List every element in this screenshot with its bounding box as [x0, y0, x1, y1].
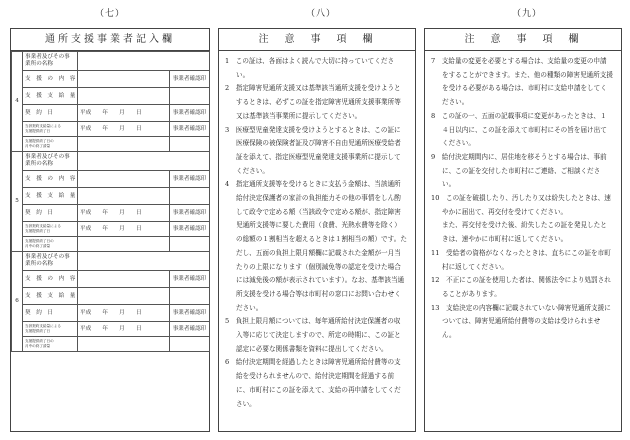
field-value [78, 171, 170, 188]
field-value: 平成 年 月 日 [78, 322, 170, 337]
note-item: 11 受給者の資格がなくなったときは、直ちにこの証を市町村に返してください。 [431, 248, 611, 271]
seal-cell [170, 337, 210, 352]
seal-cell: 事業者確認印 [170, 271, 210, 288]
field-value [78, 188, 170, 205]
field-value [78, 152, 210, 171]
field-label-line: 月中の終了済量 [25, 344, 51, 348]
group-number: 6 [12, 252, 23, 352]
field-value [78, 271, 170, 288]
seal-cell: 事業者確認印 [170, 71, 210, 88]
field-value: 平成 年 月 日 [78, 122, 170, 137]
note-item: 12 不正にこの証を使用した者は、関係法令により処罰されることがあります。 [431, 276, 611, 298]
field-label-line: 事業者及びその事業所の名称 [25, 254, 70, 267]
note-item: 8 この証の一、五面の記載事項に変更があったときは、１４日以内に、この証を添えて市町村にその旨を届け出てください。 [431, 111, 607, 148]
field-label-line: 事業者及びその事業所の名称 [25, 54, 70, 67]
field-label-line: 支 援 支 給 量 [25, 92, 76, 99]
note-item: 13 支給決定の内容欄に記載されていない障害児通所支援については、障害児通所給付費等の支給は受けられません。 [431, 303, 611, 340]
provider-entry-panel [10, 28, 210, 432]
seal-cell: 事業者確認印 [170, 105, 210, 122]
group-number: 4 [12, 52, 23, 152]
table-row [12, 252, 210, 271]
field-label [23, 105, 78, 122]
field-label-line: 支援提供終了日 [25, 129, 51, 133]
notes-panel-middle [218, 28, 416, 432]
field-label-line: 支 援 支 給 量 [25, 192, 76, 199]
seal-cell: 事業者確認印 [170, 122, 210, 137]
note-item: 9 給付決定期間内に、居住地を移そうとする場合は、事前に、この証を交付した市町村にご連絡、ご相談ください。 [431, 152, 607, 189]
provider-entry-title: 通所支援事業者記入欄 [11, 29, 209, 51]
field-label-line: 月中の終了済量 [25, 144, 51, 148]
field-value [78, 252, 210, 271]
field-label-line: 支 援 支 給 量 [25, 292, 76, 299]
field-label [23, 171, 78, 188]
field-label [23, 52, 78, 71]
page-number-9: （九） [512, 9, 543, 19]
table-row [12, 271, 210, 288]
field-label [23, 88, 78, 105]
field-value [78, 137, 170, 152]
notes-title-right: 注 意 事 項 欄 [425, 29, 621, 51]
field-label-line: 当該契約支給量による [25, 124, 61, 128]
field-label [23, 271, 78, 288]
table-row [12, 322, 210, 337]
table-row [12, 52, 210, 71]
table-row [12, 222, 210, 237]
field-label-line: 支 援 の 内 容 [25, 175, 76, 182]
field-label [23, 252, 78, 271]
field-value [78, 52, 210, 71]
table-row [12, 188, 210, 205]
note-item: 10 この証を破損したり、汚したり又は紛失したときは、速やかに届出て、再交付を受けてください。 [431, 194, 611, 216]
table-row [12, 88, 210, 105]
seal-cell: 事業者確認印 [170, 305, 210, 322]
field-label-line: 事業者及びその事業所の名称 [25, 154, 70, 167]
field-label-line: 当該契約支給量による [25, 324, 61, 328]
table-row [12, 305, 210, 322]
field-label-line: 支援提供終了日の [25, 239, 54, 243]
field-label [23, 222, 78, 237]
group-number: 5 [12, 152, 23, 252]
note-item: 1 この証は、各面はよく読んで大切に持っていてください。 [225, 57, 395, 79]
seal-cell: 事業者確認印 [170, 222, 210, 237]
seal-cell: 事業者確認印 [170, 322, 210, 337]
field-label [23, 237, 78, 252]
field-label-line: 契 約 日 [25, 109, 53, 116]
field-label-line: 月中の終了済量 [25, 244, 51, 248]
table-row [12, 205, 210, 222]
seal-cell [170, 88, 210, 105]
field-value [78, 88, 170, 105]
field-label [23, 137, 78, 152]
table-row [12, 152, 210, 171]
note-item: 4 指定通所支援等を受けるときに支払う金額は、当該通所給付決定保護者の家計の負担能力その他の事情をしん酌して政令で定める額（当該政令で定める額が、指定障害児通所支援等に要した費用（食費、光熱水費等を除く）の総額の１割相当を超えるときは１割相当の額）です。ただし、五面の負担上限月額欄に記載された金額が一月当たりの上限になります（個別減免等の認定を受けた場合には減免後の額が表示されています）。なお、基準該当通所支援を受ける場合等は市町村の窓口にお問い合わせください。 [225, 180, 407, 312]
page-number-8: （八） [306, 9, 337, 19]
table-row [12, 171, 210, 188]
field-label-line: 支援提供終了日 [25, 229, 51, 233]
note-item: また、再交付を受けた後、紛失したこの証を発見したときは、速やかに市町村に返してください。 [442, 221, 607, 244]
field-value [78, 288, 170, 305]
seal-cell [170, 137, 210, 152]
field-label-line: 当該契約支給量による [25, 224, 61, 228]
field-label [23, 305, 78, 322]
field-value: 平成 年 月 日 [78, 105, 170, 122]
notes-panel-right [424, 28, 622, 432]
field-value: 平成 年 月 日 [78, 222, 170, 237]
table-row [12, 288, 210, 305]
page-number-7: （七） [95, 9, 126, 19]
field-value [78, 71, 170, 88]
note-item: 7 支給量の変更を必要とする場合は、支給量の変更の申請をすることができます。また、他の種類の障害児通所支援を受ける必要がある場合は、市町村に支給申請をしてください。 [431, 57, 613, 107]
table-row [12, 122, 210, 137]
field-label-line: 支 援 の 内 容 [25, 275, 76, 282]
field-label-line: 支援提供終了日の [25, 339, 54, 343]
field-label-line: 契 約 日 [25, 309, 53, 316]
note-item: 3 医療型児童発達支援を受けようとするときは、この証に医療保険の被保険者証及び障害不自由児通所医療受給者証を添えて、指定医療型児童発達支援事業所に提示してください。 [225, 125, 401, 175]
seal-cell: 事業者確認印 [170, 205, 210, 222]
provider-entry-table [11, 51, 210, 352]
table-row [12, 137, 210, 152]
note-item: 6 給付決定期間を経過したときは障害児通所給付費等の支給を受けられませんので、給付決定期間を経過する前に、市町村にこの証を添えて、支給の再申請をしてください。 [225, 358, 401, 408]
field-label [23, 337, 78, 352]
seal-cell [170, 237, 210, 252]
field-label [23, 71, 78, 88]
table-row [12, 71, 210, 88]
field-label-line: 支 援 の 内 容 [25, 75, 76, 82]
seal-cell: 事業者確認印 [170, 171, 210, 188]
note-item: 5 負担上限月額については、毎年通所給付決定保護者の収入等に応じて決定しますので、所定の時期に、この証と認定に必要な関係書類を資料に提出してください。 [225, 317, 401, 353]
field-label-line: 支援提供終了日の [25, 139, 54, 143]
field-value: 平成 年 月 日 [78, 205, 170, 222]
field-label [23, 322, 78, 337]
seal-cell [170, 288, 210, 305]
field-label [23, 122, 78, 137]
field-label-line: 契 約 日 [25, 209, 53, 216]
field-label [23, 205, 78, 222]
field-value: 平成 年 月 日 [78, 305, 170, 322]
notes-title-middle: 注 意 事 項 欄 [219, 29, 415, 51]
field-label [23, 288, 78, 305]
table-row [12, 337, 210, 352]
field-label [23, 188, 78, 205]
field-label [23, 152, 78, 171]
note-item: 2 指定障害児通所支援又は基準該当通所支援を受けようとするときは、必ずこの証を指定障害児通所支援事業所等又は基準該当事業所に提示してください。 [225, 84, 401, 120]
field-value [78, 337, 170, 352]
field-value [78, 237, 170, 252]
table-row [12, 237, 210, 252]
table-row [12, 105, 210, 122]
field-label-line: 支援提供終了日 [25, 329, 51, 333]
seal-cell [170, 188, 210, 205]
